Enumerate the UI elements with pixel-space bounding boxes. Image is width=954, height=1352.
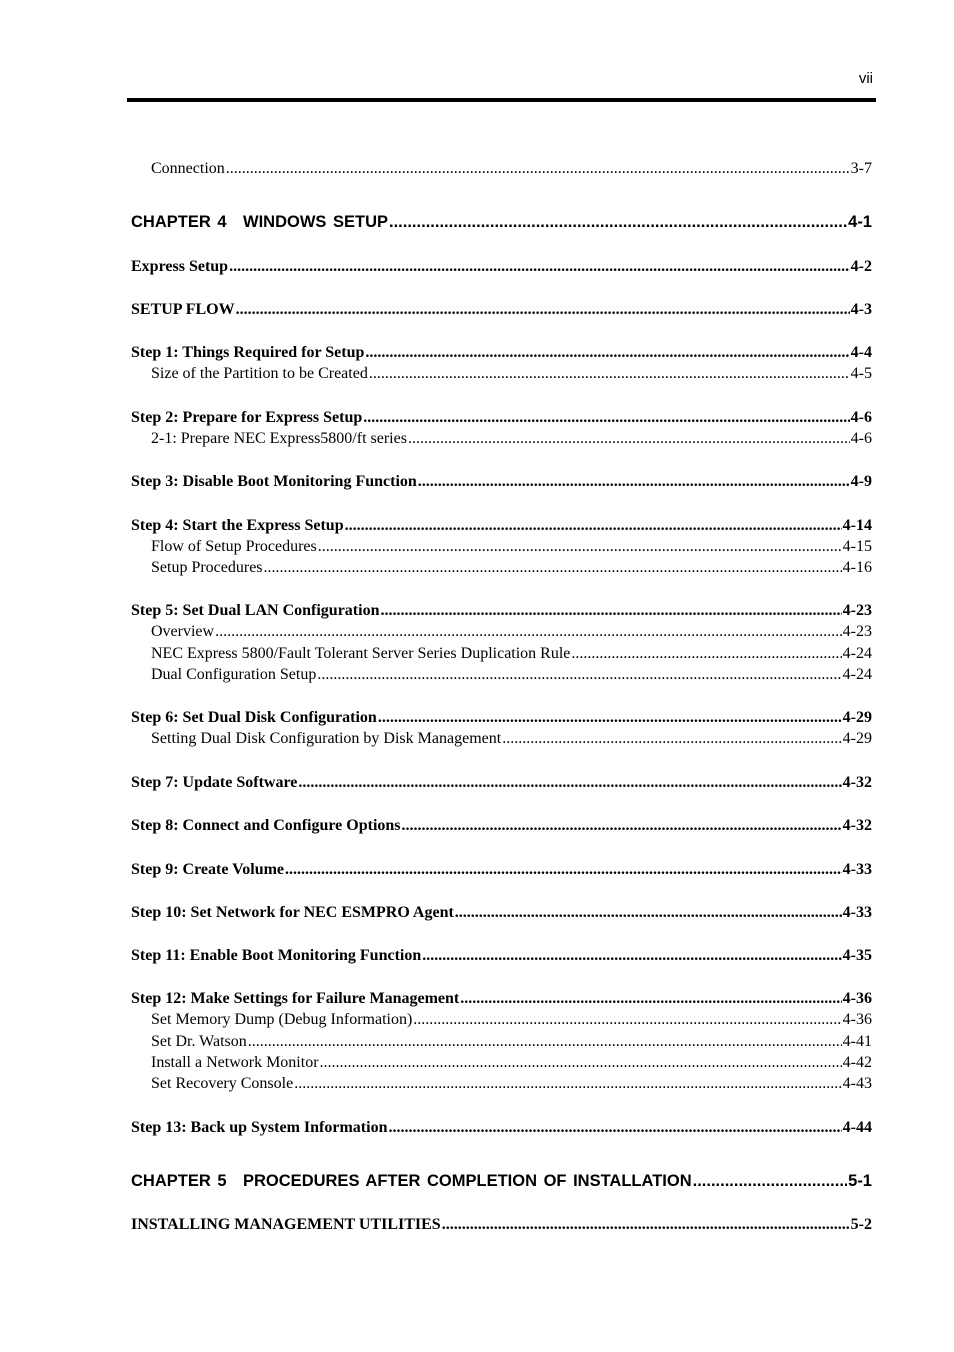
toc-entry[interactable] [131,645,872,663]
toc-leader-dots [442,1216,850,1234]
toc-entry-title: Step 7: Update Software [131,774,298,791]
toc-section[interactable] [131,473,872,491]
toc-entry-page: 4-33 [842,904,872,921]
toc-entry[interactable] [131,365,872,383]
toc-leader-dots [264,559,842,577]
toc-entry-page: 4-42 [842,1054,872,1071]
toc-entry-page: 4-3 [850,301,872,318]
toc-entry-page: 4-23 [842,602,872,619]
toc-section[interactable] [131,817,872,835]
toc-leader-dots [380,602,841,620]
toc-entry-title: Step 13: Back up System Information [131,1119,388,1136]
toc-entry-page: 4-4 [850,344,872,361]
toc-leader-dots [408,430,850,448]
toc-leader-dots [229,258,850,276]
toc-entry-page: 3-7 [850,160,872,177]
toc-leader-dots [413,1011,841,1029]
toc-leader-dots [388,1119,841,1137]
toc-entry[interactable] [131,160,872,178]
toc-entry-page: 5-1 [848,1172,872,1190]
toc-entry-title: Size of the Partition to be Created [151,365,368,382]
toc-section[interactable] [131,709,872,727]
toc-entry[interactable] [131,730,872,748]
toc-section[interactable] [131,409,872,427]
toc-entry-page: 4-5 [850,365,872,382]
toc-entry-title: Dual Configuration Setup [151,666,317,683]
toc-entry-page: 4-32 [842,774,872,791]
toc-entry-page: 4-16 [842,559,872,576]
toc-entry[interactable] [131,430,872,448]
toc-entry-title: Step 9: Create Volume [131,861,285,878]
toc-leader-dots [363,409,849,427]
toc-leader-dots [317,666,841,684]
toc-entry-page: 4-29 [842,730,872,747]
toc-entry-title: CHAPTER 4 WINDOWS SETUP [131,213,389,231]
toc-leader-dots [693,1172,848,1191]
toc-section[interactable] [131,602,872,620]
toc-entry-page: 4-24 [842,666,872,683]
toc-chapter[interactable] [131,1172,872,1191]
toc-entry-page: 4-1 [848,213,872,231]
toc-entry-page: 4-6 [850,430,872,447]
toc-section[interactable] [131,344,872,362]
toc-section[interactable] [131,861,872,879]
toc-section[interactable] [131,517,872,535]
toc-entry-title: Step 12: Make Settings for Failure Management [131,990,460,1007]
toc-entry-page: 4-9 [850,473,872,490]
toc-leader-dots [365,344,849,362]
toc-section[interactable] [131,774,872,792]
toc-entry[interactable] [131,1033,872,1051]
toc-section[interactable] [131,258,872,276]
toc-entry-title: Setting Dual Disk Configuration by Disk Management [151,730,502,747]
toc-entry[interactable] [131,559,872,577]
toc-entry-title: Step 3: Disable Boot Monitoring Function [131,473,417,490]
toc-leader-dots [318,538,842,556]
toc-section[interactable] [131,1216,872,1234]
toc-entry[interactable] [131,666,872,684]
toc-entry-page: 4-23 [842,623,872,640]
toc-entry-title: Step 5: Set Dual LAN Configuration [131,602,380,619]
toc-entry-title: Step 4: Start the Express Setup [131,517,344,534]
page-number: vii [858,70,873,87]
toc-entry-title: SETUP FLOW [131,301,235,318]
toc-leader-dots [285,861,842,879]
toc-entry-title: Step 2: Prepare for Express Setup [131,409,363,426]
toc-entry-title: Step 10: Set Network for NEC ESMPRO Agent [131,904,454,921]
toc-leader-dots [571,645,841,663]
toc-entry-title: NEC Express 5800/Fault Tolerant Server Series Duplication Rule [151,645,571,662]
toc-entry-page: 4-36 [842,990,872,1007]
toc-leader-dots [502,730,841,748]
toc-section[interactable] [131,904,872,922]
toc-entry-title: Step 8: Connect and Configure Options [131,817,401,834]
toc-entry-title: INSTALLING MANAGEMENT UTILITIES [131,1216,441,1233]
toc-entry-title: Step 11: Enable Boot Monitoring Function [131,947,422,964]
toc-leader-dots [320,1054,842,1072]
toc-leader-dots [298,774,841,792]
toc-entry-page: 4-43 [842,1075,872,1092]
toc-entry-title: Install a Network Monitor [151,1054,319,1071]
toc-entry[interactable] [131,1011,872,1029]
toc-entry[interactable] [131,1075,872,1093]
toc-section[interactable] [131,947,872,965]
toc-leader-dots [226,160,850,178]
toc-leader-dots [345,517,842,535]
toc-entry-title: Connection [151,160,225,177]
toc-entry-page: 4-24 [842,645,872,662]
toc-entry-page: 4-15 [842,538,872,555]
toc-entry-page: 4-14 [842,517,872,534]
toc-entry-title: Flow of Setup Procedures [151,538,317,555]
toc-chapter[interactable] [131,213,872,232]
toc-leader-dots [248,1033,842,1051]
toc-leader-dots [402,817,842,835]
toc-entry-page: 4-2 [850,258,872,275]
toc-leader-dots [369,365,850,383]
toc-entry-page: 4-35 [842,947,872,964]
toc-entry[interactable] [131,623,872,641]
toc-leader-dots [294,1075,841,1093]
toc-leader-dots [418,473,850,491]
toc-entry-page: 4-29 [842,709,872,726]
toc-entry-title: Set Memory Dump (Debug Information) [151,1011,413,1028]
toc-entry-title: 2-1: Prepare NEC Express5800/ft series [151,430,407,447]
toc-entry-page: 4-44 [842,1119,872,1136]
toc-entry-page: 4-32 [842,817,872,834]
toc-entry-title: CHAPTER 5 PROCEDURES AFTER COMPLETION OF INSTALLATION [131,1172,692,1190]
toc-entry-page: 5-2 [850,1216,872,1233]
toc-entry-title: Setup Procedures [151,559,263,576]
toc-entry[interactable] [131,538,872,556]
toc-section[interactable] [131,1119,872,1137]
toc-entry-page: 4-6 [850,409,872,426]
toc-leader-dots [236,301,850,319]
toc-entry[interactable] [131,1054,872,1072]
toc-section[interactable] [131,301,872,319]
header-rule [127,98,876,102]
toc-leader-dots [215,623,842,641]
toc-entry-title: Step 6: Set Dual Disk Configuration [131,709,377,726]
toc-entry-page: 4-41 [842,1033,872,1050]
toc-leader-dots [455,904,842,922]
toc-entry-title: Express Setup [131,258,229,275]
toc-leader-dots [422,947,841,965]
toc-leader-dots [378,709,842,727]
toc-leader-dots [389,213,847,232]
toc-entry-title: Set Dr. Watson [151,1033,247,1050]
toc-entry-page: 4-33 [842,861,872,878]
toc-entry-title: Set Recovery Console [151,1075,294,1092]
toc-entry-title: Overview [151,623,215,640]
toc-entry-title: Step 1: Things Required for Setup [131,344,365,361]
toc-entry-page: 4-36 [842,1011,872,1028]
toc-leader-dots [460,990,841,1008]
toc-section[interactable] [131,990,872,1008]
